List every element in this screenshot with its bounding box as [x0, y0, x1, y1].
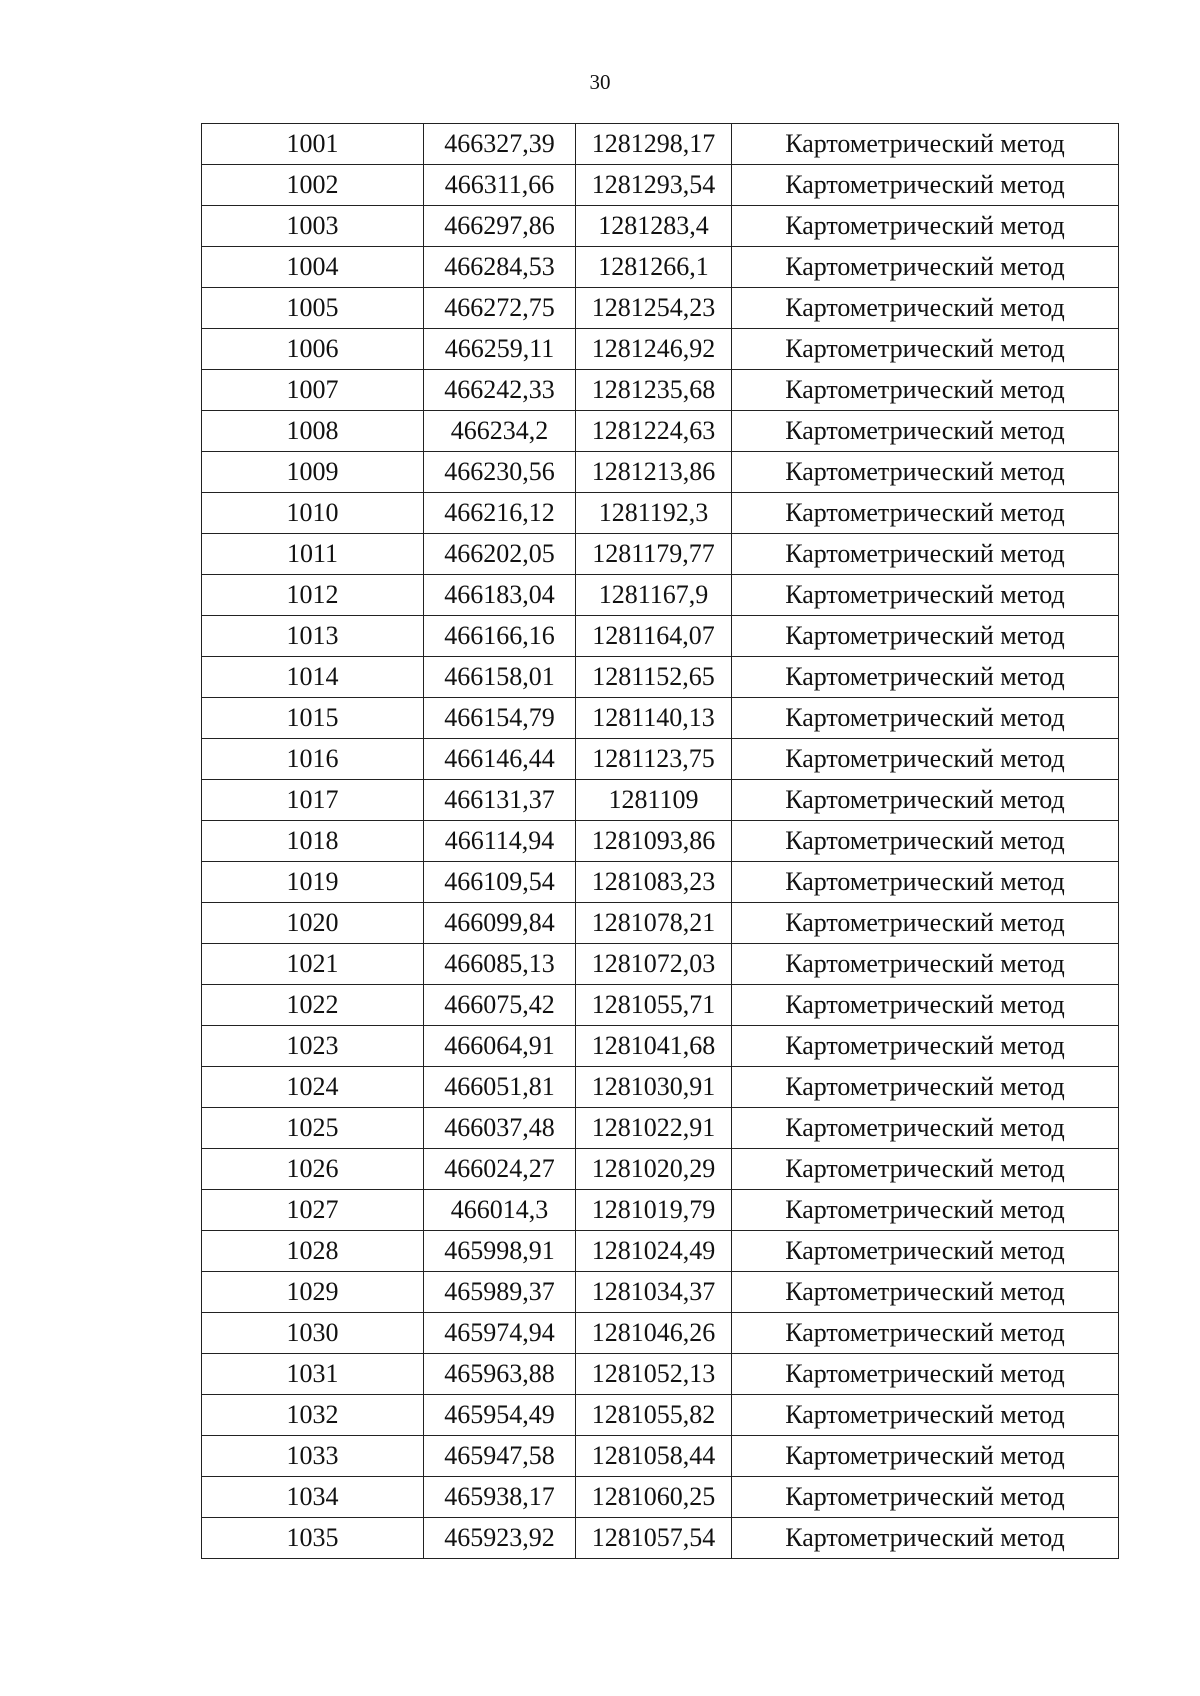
y-coordinate-cell: 1281078,21	[576, 903, 732, 944]
point-number-cell: 1020	[202, 903, 424, 944]
point-number-cell: 1005	[202, 288, 424, 329]
table-row	[202, 452, 1119, 493]
x-coordinate-cell: 466216,12	[424, 493, 576, 534]
y-coordinate-cell: 1281167,9	[576, 575, 732, 616]
method-cell: Картометрический метод	[732, 944, 1119, 985]
method-cell: Картометрический метод	[732, 411, 1119, 452]
point-number-cell: 1028	[202, 1231, 424, 1272]
table-row	[202, 1354, 1119, 1395]
y-coordinate-cell: 1281020,29	[576, 1149, 732, 1190]
method-cell: Картометрический метод	[732, 534, 1119, 575]
x-coordinate-cell: 465923,92	[424, 1518, 576, 1559]
x-coordinate-cell: 466146,44	[424, 739, 576, 780]
point-number-cell: 1014	[202, 657, 424, 698]
y-coordinate-cell: 1281123,75	[576, 739, 732, 780]
method-cell: Картометрический метод	[732, 1518, 1119, 1559]
x-coordinate-cell: 466064,91	[424, 1026, 576, 1067]
table-row	[202, 1231, 1119, 1272]
coordinates-table	[201, 123, 1119, 1559]
table-row	[202, 903, 1119, 944]
table-row	[202, 1190, 1119, 1231]
point-number-cell: 1016	[202, 739, 424, 780]
method-cell: Картометрический метод	[732, 1313, 1119, 1354]
x-coordinate-cell: 466099,84	[424, 903, 576, 944]
y-coordinate-cell: 1281041,68	[576, 1026, 732, 1067]
method-cell: Картометрический метод	[732, 493, 1119, 534]
y-coordinate-cell: 1281224,63	[576, 411, 732, 452]
y-coordinate-cell: 1281093,86	[576, 821, 732, 862]
table-row	[202, 575, 1119, 616]
table-row	[202, 821, 1119, 862]
point-number-cell: 1023	[202, 1026, 424, 1067]
method-cell: Картометрический метод	[732, 862, 1119, 903]
method-cell: Картометрический метод	[732, 329, 1119, 370]
point-number-cell: 1009	[202, 452, 424, 493]
table-row	[202, 1436, 1119, 1477]
y-coordinate-cell: 1281235,68	[576, 370, 732, 411]
x-coordinate-cell: 466109,54	[424, 862, 576, 903]
point-number-cell: 1029	[202, 1272, 424, 1313]
point-number-cell: 1015	[202, 698, 424, 739]
method-cell: Картометрический метод	[732, 1108, 1119, 1149]
method-cell: Картометрический метод	[732, 206, 1119, 247]
y-coordinate-cell: 1281019,79	[576, 1190, 732, 1231]
y-coordinate-cell: 1281246,92	[576, 329, 732, 370]
point-number-cell: 1024	[202, 1067, 424, 1108]
x-coordinate-cell: 466327,39	[424, 124, 576, 165]
point-number-cell: 1031	[202, 1354, 424, 1395]
point-number-cell: 1003	[202, 206, 424, 247]
x-coordinate-cell: 466075,42	[424, 985, 576, 1026]
table-row	[202, 862, 1119, 903]
page-number: 30	[589, 70, 611, 94]
point-number-cell: 1027	[202, 1190, 424, 1231]
x-coordinate-cell: 466284,53	[424, 247, 576, 288]
method-cell: Картометрический метод	[732, 124, 1119, 165]
table-row	[202, 1272, 1119, 1313]
method-cell: Картометрический метод	[732, 1477, 1119, 1518]
table-row	[202, 616, 1119, 657]
table-row	[202, 206, 1119, 247]
method-cell: Картометрический метод	[732, 698, 1119, 739]
point-number-cell: 1033	[202, 1436, 424, 1477]
table-row	[202, 1108, 1119, 1149]
table-row	[202, 1149, 1119, 1190]
y-coordinate-cell: 1281179,77	[576, 534, 732, 575]
method-cell: Картометрический метод	[732, 165, 1119, 206]
x-coordinate-cell: 466014,3	[424, 1190, 576, 1231]
x-coordinate-cell: 465998,91	[424, 1231, 576, 1272]
x-coordinate-cell: 466154,79	[424, 698, 576, 739]
y-coordinate-cell: 1281024,49	[576, 1231, 732, 1272]
y-coordinate-cell: 1281052,13	[576, 1354, 732, 1395]
y-coordinate-cell: 1281293,54	[576, 165, 732, 206]
table-row	[202, 165, 1119, 206]
method-cell: Картометрический метод	[732, 1395, 1119, 1436]
point-number-cell: 1032	[202, 1395, 424, 1436]
y-coordinate-cell: 1281192,3	[576, 493, 732, 534]
table-row	[202, 944, 1119, 985]
coordinates-table-body	[202, 124, 1119, 1559]
x-coordinate-cell: 466202,05	[424, 534, 576, 575]
method-cell: Картометрический метод	[732, 575, 1119, 616]
point-number-cell: 1034	[202, 1477, 424, 1518]
y-coordinate-cell: 1281057,54	[576, 1518, 732, 1559]
point-number-cell: 1012	[202, 575, 424, 616]
y-coordinate-cell: 1281213,86	[576, 452, 732, 493]
x-coordinate-cell: 466051,81	[424, 1067, 576, 1108]
point-number-cell: 1035	[202, 1518, 424, 1559]
y-coordinate-cell: 1281266,1	[576, 247, 732, 288]
x-coordinate-cell: 466297,86	[424, 206, 576, 247]
method-cell: Картометрический метод	[732, 452, 1119, 493]
y-coordinate-cell: 1281022,91	[576, 1108, 732, 1149]
point-number-cell: 1007	[202, 370, 424, 411]
y-coordinate-cell: 1281254,23	[576, 288, 732, 329]
point-number-cell: 1030	[202, 1313, 424, 1354]
point-number-cell: 1002	[202, 165, 424, 206]
table-row	[202, 1518, 1119, 1559]
point-number-cell: 1013	[202, 616, 424, 657]
x-coordinate-cell: 466259,11	[424, 329, 576, 370]
x-coordinate-cell: 466242,33	[424, 370, 576, 411]
point-number-cell: 1010	[202, 493, 424, 534]
x-coordinate-cell: 465963,88	[424, 1354, 576, 1395]
x-coordinate-cell: 466158,01	[424, 657, 576, 698]
y-coordinate-cell: 1281030,91	[576, 1067, 732, 1108]
y-coordinate-cell: 1281152,65	[576, 657, 732, 698]
y-coordinate-cell: 1281060,25	[576, 1477, 732, 1518]
y-coordinate-cell: 1281072,03	[576, 944, 732, 985]
point-number-cell: 1004	[202, 247, 424, 288]
x-coordinate-cell: 466024,27	[424, 1149, 576, 1190]
y-coordinate-cell: 1281055,71	[576, 985, 732, 1026]
method-cell: Картометрический метод	[732, 1067, 1119, 1108]
table-row	[202, 739, 1119, 780]
point-number-cell: 1006	[202, 329, 424, 370]
method-cell: Картометрический метод	[732, 288, 1119, 329]
point-number-cell: 1019	[202, 862, 424, 903]
table-row	[202, 780, 1119, 821]
table-row	[202, 698, 1119, 739]
table-row	[202, 124, 1119, 165]
x-coordinate-cell: 465974,94	[424, 1313, 576, 1354]
method-cell: Картометрический метод	[732, 1149, 1119, 1190]
y-coordinate-cell: 1281140,13	[576, 698, 732, 739]
y-coordinate-cell: 1281055,82	[576, 1395, 732, 1436]
y-coordinate-cell: 1281283,4	[576, 206, 732, 247]
y-coordinate-cell: 1281058,44	[576, 1436, 732, 1477]
table-row	[202, 288, 1119, 329]
point-number-cell: 1022	[202, 985, 424, 1026]
point-number-cell: 1011	[202, 534, 424, 575]
x-coordinate-cell: 466230,56	[424, 452, 576, 493]
method-cell: Картометрический метод	[732, 780, 1119, 821]
table-row	[202, 1477, 1119, 1518]
method-cell: Картометрический метод	[732, 616, 1119, 657]
point-number-cell: 1018	[202, 821, 424, 862]
x-coordinate-cell: 466114,94	[424, 821, 576, 862]
x-coordinate-cell: 466166,16	[424, 616, 576, 657]
method-cell: Картометрический метод	[732, 247, 1119, 288]
x-coordinate-cell: 465954,49	[424, 1395, 576, 1436]
table-row	[202, 1067, 1119, 1108]
y-coordinate-cell: 1281298,17	[576, 124, 732, 165]
table-row	[202, 370, 1119, 411]
y-coordinate-cell: 1281083,23	[576, 862, 732, 903]
method-cell: Картометрический метод	[732, 1272, 1119, 1313]
table-row	[202, 1313, 1119, 1354]
table-row	[202, 329, 1119, 370]
point-number-cell: 1017	[202, 780, 424, 821]
method-cell: Картометрический метод	[732, 1231, 1119, 1272]
table-row	[202, 411, 1119, 452]
method-cell: Картометрический метод	[732, 985, 1119, 1026]
y-coordinate-cell: 1281034,37	[576, 1272, 732, 1313]
x-coordinate-cell: 466311,66	[424, 165, 576, 206]
method-cell: Картометрический метод	[732, 1026, 1119, 1067]
x-coordinate-cell: 466037,48	[424, 1108, 576, 1149]
table-row	[202, 1026, 1119, 1067]
method-cell: Картометрический метод	[732, 1436, 1119, 1477]
method-cell: Картометрический метод	[732, 739, 1119, 780]
y-coordinate-cell: 1281164,07	[576, 616, 732, 657]
x-coordinate-cell: 466085,13	[424, 944, 576, 985]
y-coordinate-cell: 1281109	[576, 780, 732, 821]
method-cell: Картометрический метод	[732, 1354, 1119, 1395]
point-number-cell: 1025	[202, 1108, 424, 1149]
table-row	[202, 985, 1119, 1026]
table-row	[202, 534, 1119, 575]
table-row	[202, 1395, 1119, 1436]
table-row	[202, 657, 1119, 698]
x-coordinate-cell: 466234,2	[424, 411, 576, 452]
point-number-cell: 1001	[202, 124, 424, 165]
method-cell: Картометрический метод	[732, 903, 1119, 944]
point-number-cell: 1026	[202, 1149, 424, 1190]
x-coordinate-cell: 466272,75	[424, 288, 576, 329]
table-row	[202, 493, 1119, 534]
method-cell: Картометрический метод	[732, 821, 1119, 862]
method-cell: Картометрический метод	[732, 657, 1119, 698]
method-cell: Картометрический метод	[732, 1190, 1119, 1231]
x-coordinate-cell: 465989,37	[424, 1272, 576, 1313]
x-coordinate-cell: 466131,37	[424, 780, 576, 821]
point-number-cell: 1021	[202, 944, 424, 985]
x-coordinate-cell: 466183,04	[424, 575, 576, 616]
x-coordinate-cell: 465938,17	[424, 1477, 576, 1518]
table-row	[202, 247, 1119, 288]
method-cell: Картометрический метод	[732, 370, 1119, 411]
x-coordinate-cell: 465947,58	[424, 1436, 576, 1477]
y-coordinate-cell: 1281046,26	[576, 1313, 732, 1354]
point-number-cell: 1008	[202, 411, 424, 452]
